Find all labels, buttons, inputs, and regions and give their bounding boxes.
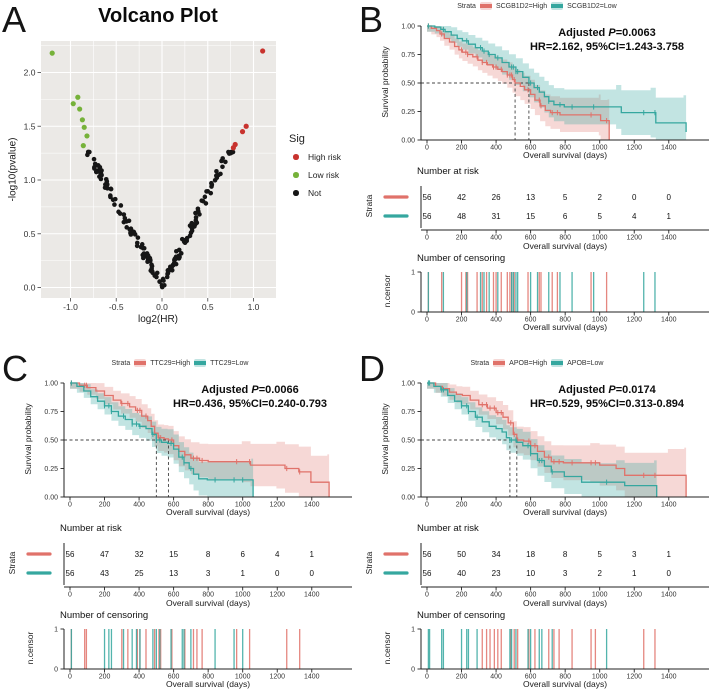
risk-xlabel: Overall survival (days)	[165, 598, 251, 608]
svg-text:1000: 1000	[591, 591, 608, 599]
risk-ylabel: Strata	[7, 551, 17, 575]
svg-text:1000: 1000	[591, 673, 608, 681]
svg-text:600: 600	[524, 144, 537, 152]
svg-text:1: 1	[666, 212, 672, 221]
svg-text:200: 200	[98, 591, 111, 599]
risk-table-title: Number at risk	[417, 523, 479, 534]
svg-text:0.50: 0.50	[44, 437, 58, 445]
legend-key-low-icon	[551, 359, 563, 367]
svg-text:0: 0	[275, 569, 280, 578]
svg-text:200: 200	[455, 673, 468, 681]
svg-text:0: 0	[425, 673, 429, 681]
svg-text:1.0: 1.0	[23, 175, 36, 185]
svg-text:1400: 1400	[660, 591, 677, 599]
svg-text:400: 400	[490, 316, 502, 324]
svg-text:400: 400	[133, 673, 145, 681]
svg-text:0.00: 0.00	[401, 494, 415, 502]
svg-text:600: 600	[524, 234, 537, 242]
svg-text:8: 8	[205, 550, 211, 559]
svg-text:1000: 1000	[591, 234, 608, 242]
censor-plot	[411, 627, 709, 681]
svg-text:1: 1	[411, 269, 415, 277]
svg-text:200: 200	[455, 234, 468, 242]
svg-text:0.00: 0.00	[401, 137, 415, 145]
km-legend	[387, 2, 687, 10]
volcano-xlabel: log2(HR)	[137, 314, 178, 325]
svg-text:600: 600	[524, 501, 537, 509]
svg-text:6: 6	[240, 550, 245, 559]
panel-label-c: C	[2, 348, 28, 389]
svg-text:0: 0	[309, 569, 315, 578]
censor-plot-title: Number of censoring	[60, 610, 149, 621]
svg-text:800: 800	[559, 673, 572, 681]
legend-key-high-icon	[480, 2, 492, 10]
panel-km-apob	[357, 349, 714, 698]
legend-item-not	[289, 186, 341, 200]
svg-text:1400: 1400	[303, 501, 320, 509]
svg-text:0.25: 0.25	[44, 466, 58, 474]
svg-text:800: 800	[559, 591, 572, 599]
svg-text:-0.5: -0.5	[108, 302, 124, 312]
svg-text:1.00: 1.00	[401, 380, 415, 388]
risk-xlabel: Overall survival (days)	[522, 598, 608, 608]
legend-title: Strata	[457, 2, 476, 10]
svg-text:2: 2	[597, 569, 602, 578]
svg-text:800: 800	[202, 501, 215, 509]
svg-text:56: 56	[65, 569, 75, 578]
svg-text:6: 6	[562, 212, 568, 221]
svg-text:3: 3	[205, 569, 211, 578]
svg-text:200: 200	[455, 501, 468, 509]
svg-text:1400: 1400	[660, 234, 677, 242]
svg-text:1: 1	[666, 550, 672, 559]
svg-text:600: 600	[524, 673, 537, 681]
svg-text:15: 15	[526, 212, 536, 221]
legend-key-high-icon	[134, 359, 146, 367]
svg-text:600: 600	[167, 591, 180, 599]
svg-text:0.50: 0.50	[401, 80, 415, 88]
svg-text:0: 0	[68, 673, 72, 681]
svg-text:1000: 1000	[234, 673, 251, 681]
panel-volcano-inner	[0, 0, 357, 349]
svg-text:1200: 1200	[626, 673, 643, 681]
panel-km-ttc29	[0, 349, 357, 698]
annotation-pvalue: Adjusted P=0.0066	[201, 384, 299, 396]
volcano-title: Volcano Plot	[98, 5, 218, 27]
svg-text:1200: 1200	[269, 501, 286, 509]
svg-text:400: 400	[490, 144, 502, 152]
panel-label-b: B	[359, 0, 384, 40]
panel-label-d: D	[359, 348, 385, 389]
svg-text:600: 600	[167, 501, 180, 509]
svg-text:1200: 1200	[269, 673, 286, 681]
svg-text:1400: 1400	[660, 144, 677, 152]
legend-label-low: SCGB1D2=Low	[567, 2, 617, 10]
svg-text:800: 800	[202, 591, 215, 599]
svg-text:0: 0	[632, 193, 637, 202]
svg-text:-1.0: -1.0	[63, 302, 78, 312]
svg-text:0.25: 0.25	[401, 466, 415, 474]
svg-text:43: 43	[100, 569, 109, 578]
censor-plot-title: Number of censoring	[417, 610, 506, 621]
risk-ylabel: Strata	[364, 194, 374, 218]
volcano-plot-area	[24, 41, 276, 312]
svg-text:26: 26	[491, 193, 501, 202]
legend-label-low: TTC29=Low	[210, 359, 249, 367]
svg-text:1: 1	[632, 569, 637, 578]
low-risk-dot-icon	[293, 172, 299, 178]
risk-table	[385, 186, 709, 242]
legend-label-high-risk: High risk	[308, 152, 342, 162]
km-legend	[387, 359, 687, 367]
censor-plot	[411, 270, 709, 324]
svg-text:1400: 1400	[660, 673, 677, 681]
volcano-legend	[289, 133, 341, 204]
svg-text:0: 0	[666, 569, 672, 578]
svg-text:4: 4	[632, 212, 637, 221]
svg-text:200: 200	[98, 501, 111, 509]
svg-text:48: 48	[457, 212, 466, 221]
svg-text:400: 400	[490, 501, 502, 509]
svg-text:2: 2	[597, 193, 602, 202]
svg-text:31: 31	[491, 212, 501, 221]
svg-text:0.5: 0.5	[23, 228, 36, 239]
svg-text:1000: 1000	[591, 316, 608, 324]
not-dot-icon	[293, 190, 299, 196]
svg-text:1200: 1200	[269, 591, 286, 599]
svg-text:0: 0	[54, 666, 58, 674]
median-dashed-lines	[64, 440, 168, 497]
not-key-icon	[289, 186, 303, 200]
censor-ylabel: n.censor	[382, 274, 392, 308]
svg-text:1000: 1000	[591, 144, 608, 152]
svg-text:400: 400	[133, 501, 145, 509]
svg-text:18: 18	[526, 550, 536, 559]
svg-text:42: 42	[457, 193, 466, 202]
censor-xlabel: Overall survival (days)	[165, 679, 251, 689]
svg-text:400: 400	[490, 234, 502, 242]
svg-text:2.0: 2.0	[23, 67, 36, 78]
high-risk-key-icon	[289, 150, 303, 164]
km-ylabel: Survival probability	[380, 403, 390, 475]
svg-text:600: 600	[524, 316, 537, 324]
svg-text:0: 0	[411, 666, 415, 674]
svg-text:1.00: 1.00	[401, 23, 415, 31]
svg-text:0: 0	[425, 501, 429, 509]
svg-text:1200: 1200	[626, 501, 643, 509]
legend-label-high: APOB=High	[509, 359, 548, 367]
km-xlabel: Overall survival (days)	[165, 507, 251, 517]
volcano-legend-title: Sig	[289, 133, 305, 145]
risk-table	[385, 543, 709, 599]
annotation-hr: HR=0.529, 95%CI=0.313-0.894	[529, 398, 685, 411]
volcano-ylabel: -log10(pvalue)	[7, 137, 19, 202]
censor-plot	[54, 627, 352, 681]
svg-text:15: 15	[169, 550, 179, 559]
legend-item-high-risk	[289, 150, 341, 164]
svg-text:1: 1	[240, 569, 245, 578]
panel-km-apob-inner	[357, 357, 714, 698]
svg-text:13: 13	[169, 569, 179, 578]
svg-text:0.75: 0.75	[401, 409, 415, 417]
censor-ylabel: n.censor	[382, 631, 392, 665]
censor-xlabel: Overall survival (days)	[522, 679, 608, 689]
legend-item-low-risk	[289, 168, 341, 182]
low-risk-key-icon	[289, 168, 303, 182]
legend-key-high-icon	[493, 359, 505, 367]
svg-text:200: 200	[455, 591, 468, 599]
svg-text:5: 5	[597, 212, 602, 221]
svg-text:25: 25	[134, 569, 144, 578]
svg-text:3: 3	[562, 569, 568, 578]
svg-text:200: 200	[98, 673, 111, 681]
panel-km-scgb1d2	[357, 0, 714, 349]
svg-text:800: 800	[559, 316, 572, 324]
svg-text:200: 200	[455, 144, 468, 152]
annotation-pvalue: Adjusted P=0.0174	[558, 384, 656, 396]
svg-text:800: 800	[202, 673, 215, 681]
svg-text:0: 0	[68, 501, 72, 509]
svg-text:400: 400	[490, 591, 502, 599]
svg-text:800: 800	[559, 234, 572, 242]
svg-text:56: 56	[422, 569, 432, 578]
svg-text:10: 10	[526, 569, 536, 578]
median-dashed-lines	[421, 440, 517, 497]
svg-text:1.5: 1.5	[23, 121, 36, 132]
svg-text:56: 56	[65, 550, 75, 559]
risk-table	[28, 543, 352, 599]
svg-text:0.5: 0.5	[201, 302, 214, 312]
high-risk-dot-icon	[293, 154, 299, 160]
risk-ylabel: Strata	[364, 551, 374, 575]
svg-text:34: 34	[491, 550, 501, 559]
svg-text:50: 50	[457, 550, 466, 559]
svg-text:1000: 1000	[234, 501, 251, 509]
legend-key-low-icon	[551, 2, 563, 10]
svg-text:1400: 1400	[660, 501, 677, 509]
svg-text:8: 8	[562, 550, 568, 559]
annotation-pvalue: Adjusted P=0.0063	[558, 27, 656, 39]
svg-text:1200: 1200	[626, 591, 643, 599]
censor-xlabel: Overall survival (days)	[522, 322, 608, 332]
svg-text:0.0: 0.0	[23, 282, 36, 293]
svg-text:1: 1	[309, 550, 315, 559]
svg-text:40: 40	[457, 569, 466, 578]
svg-text:5: 5	[597, 550, 602, 559]
svg-text:0.00: 0.00	[44, 494, 58, 502]
svg-text:0: 0	[68, 591, 72, 599]
svg-text:1: 1	[411, 626, 415, 634]
legend-label-low-risk: Low risk	[308, 170, 340, 180]
km-xlabel: Overall survival (days)	[522, 150, 608, 160]
svg-text:600: 600	[167, 673, 180, 681]
svg-text:600: 600	[524, 591, 537, 599]
svg-text:0: 0	[425, 144, 429, 152]
svg-text:1200: 1200	[626, 144, 643, 152]
svg-text:56: 56	[422, 550, 432, 559]
svg-text:1: 1	[54, 626, 58, 634]
svg-text:0.25: 0.25	[401, 109, 415, 117]
km-annotation	[148, 383, 352, 412]
svg-text:47: 47	[100, 550, 109, 559]
svg-text:200: 200	[455, 316, 468, 324]
risk-table-title: Number at risk	[417, 166, 479, 177]
svg-text:0: 0	[425, 234, 429, 242]
svg-text:1200: 1200	[626, 316, 643, 324]
panel-km-scgb1d2-inner	[357, 0, 714, 349]
svg-text:1000: 1000	[234, 591, 251, 599]
legend-label-low: APOB=Low	[567, 359, 604, 367]
svg-text:0.0: 0.0	[156, 302, 168, 312]
risk-table-title: Number at risk	[60, 523, 122, 534]
km-annotation	[505, 26, 709, 55]
svg-text:56: 56	[422, 212, 432, 221]
svg-text:13: 13	[526, 193, 536, 202]
km-ylabel: Survival probability	[380, 46, 390, 118]
svg-text:23: 23	[491, 569, 501, 578]
panel-label-a: A	[2, 0, 27, 40]
svg-text:1.0: 1.0	[247, 302, 260, 312]
km-ylabel: Survival probability	[23, 403, 33, 475]
svg-text:5: 5	[562, 193, 568, 202]
legend-label-high: SCGB1D2=High	[495, 2, 548, 10]
legend-label-not: Not	[308, 188, 322, 198]
risk-xlabel: Overall survival (days)	[522, 241, 608, 251]
svg-text:56: 56	[422, 193, 432, 202]
svg-text:1400: 1400	[660, 316, 677, 324]
svg-text:0.75: 0.75	[44, 409, 58, 417]
censor-plot-title: Number of censoring	[417, 253, 506, 264]
svg-text:1.00: 1.00	[44, 380, 58, 388]
svg-text:800: 800	[559, 144, 572, 152]
svg-text:0: 0	[425, 316, 429, 324]
annotation-hr: HR=0.436, 95%CI=0.240-0.793	[172, 398, 328, 411]
svg-text:0.75: 0.75	[401, 52, 415, 60]
svg-text:1000: 1000	[591, 501, 608, 509]
svg-text:3: 3	[632, 550, 637, 559]
svg-text:4: 4	[275, 550, 280, 559]
km-xlabel: Overall survival (days)	[522, 507, 608, 517]
legend-title: Strata	[470, 359, 490, 367]
svg-text:400: 400	[490, 673, 502, 681]
svg-text:1200: 1200	[626, 234, 643, 242]
censor-ylabel: n.censor	[25, 631, 35, 665]
svg-text:0.50: 0.50	[401, 437, 415, 445]
panel-volcano	[0, 0, 357, 349]
svg-text:0: 0	[666, 193, 672, 202]
svg-text:400: 400	[133, 591, 145, 599]
legend-label-high: TTC29=High	[150, 359, 191, 367]
legend-key-low-icon	[194, 359, 206, 367]
svg-text:800: 800	[559, 501, 572, 509]
annotation-hr: HR=2.162, 95%CI=1.243-3.758	[529, 41, 685, 54]
svg-text:1400: 1400	[303, 673, 320, 681]
legend-title: Strata	[111, 359, 131, 367]
svg-text:1400: 1400	[303, 591, 320, 599]
km-legend	[30, 359, 330, 367]
svg-text:0: 0	[425, 591, 429, 599]
panel-km-ttc29-inner	[0, 357, 357, 698]
svg-text:0: 0	[411, 309, 415, 317]
km-annotation	[505, 383, 709, 412]
svg-text:32: 32	[134, 550, 144, 559]
